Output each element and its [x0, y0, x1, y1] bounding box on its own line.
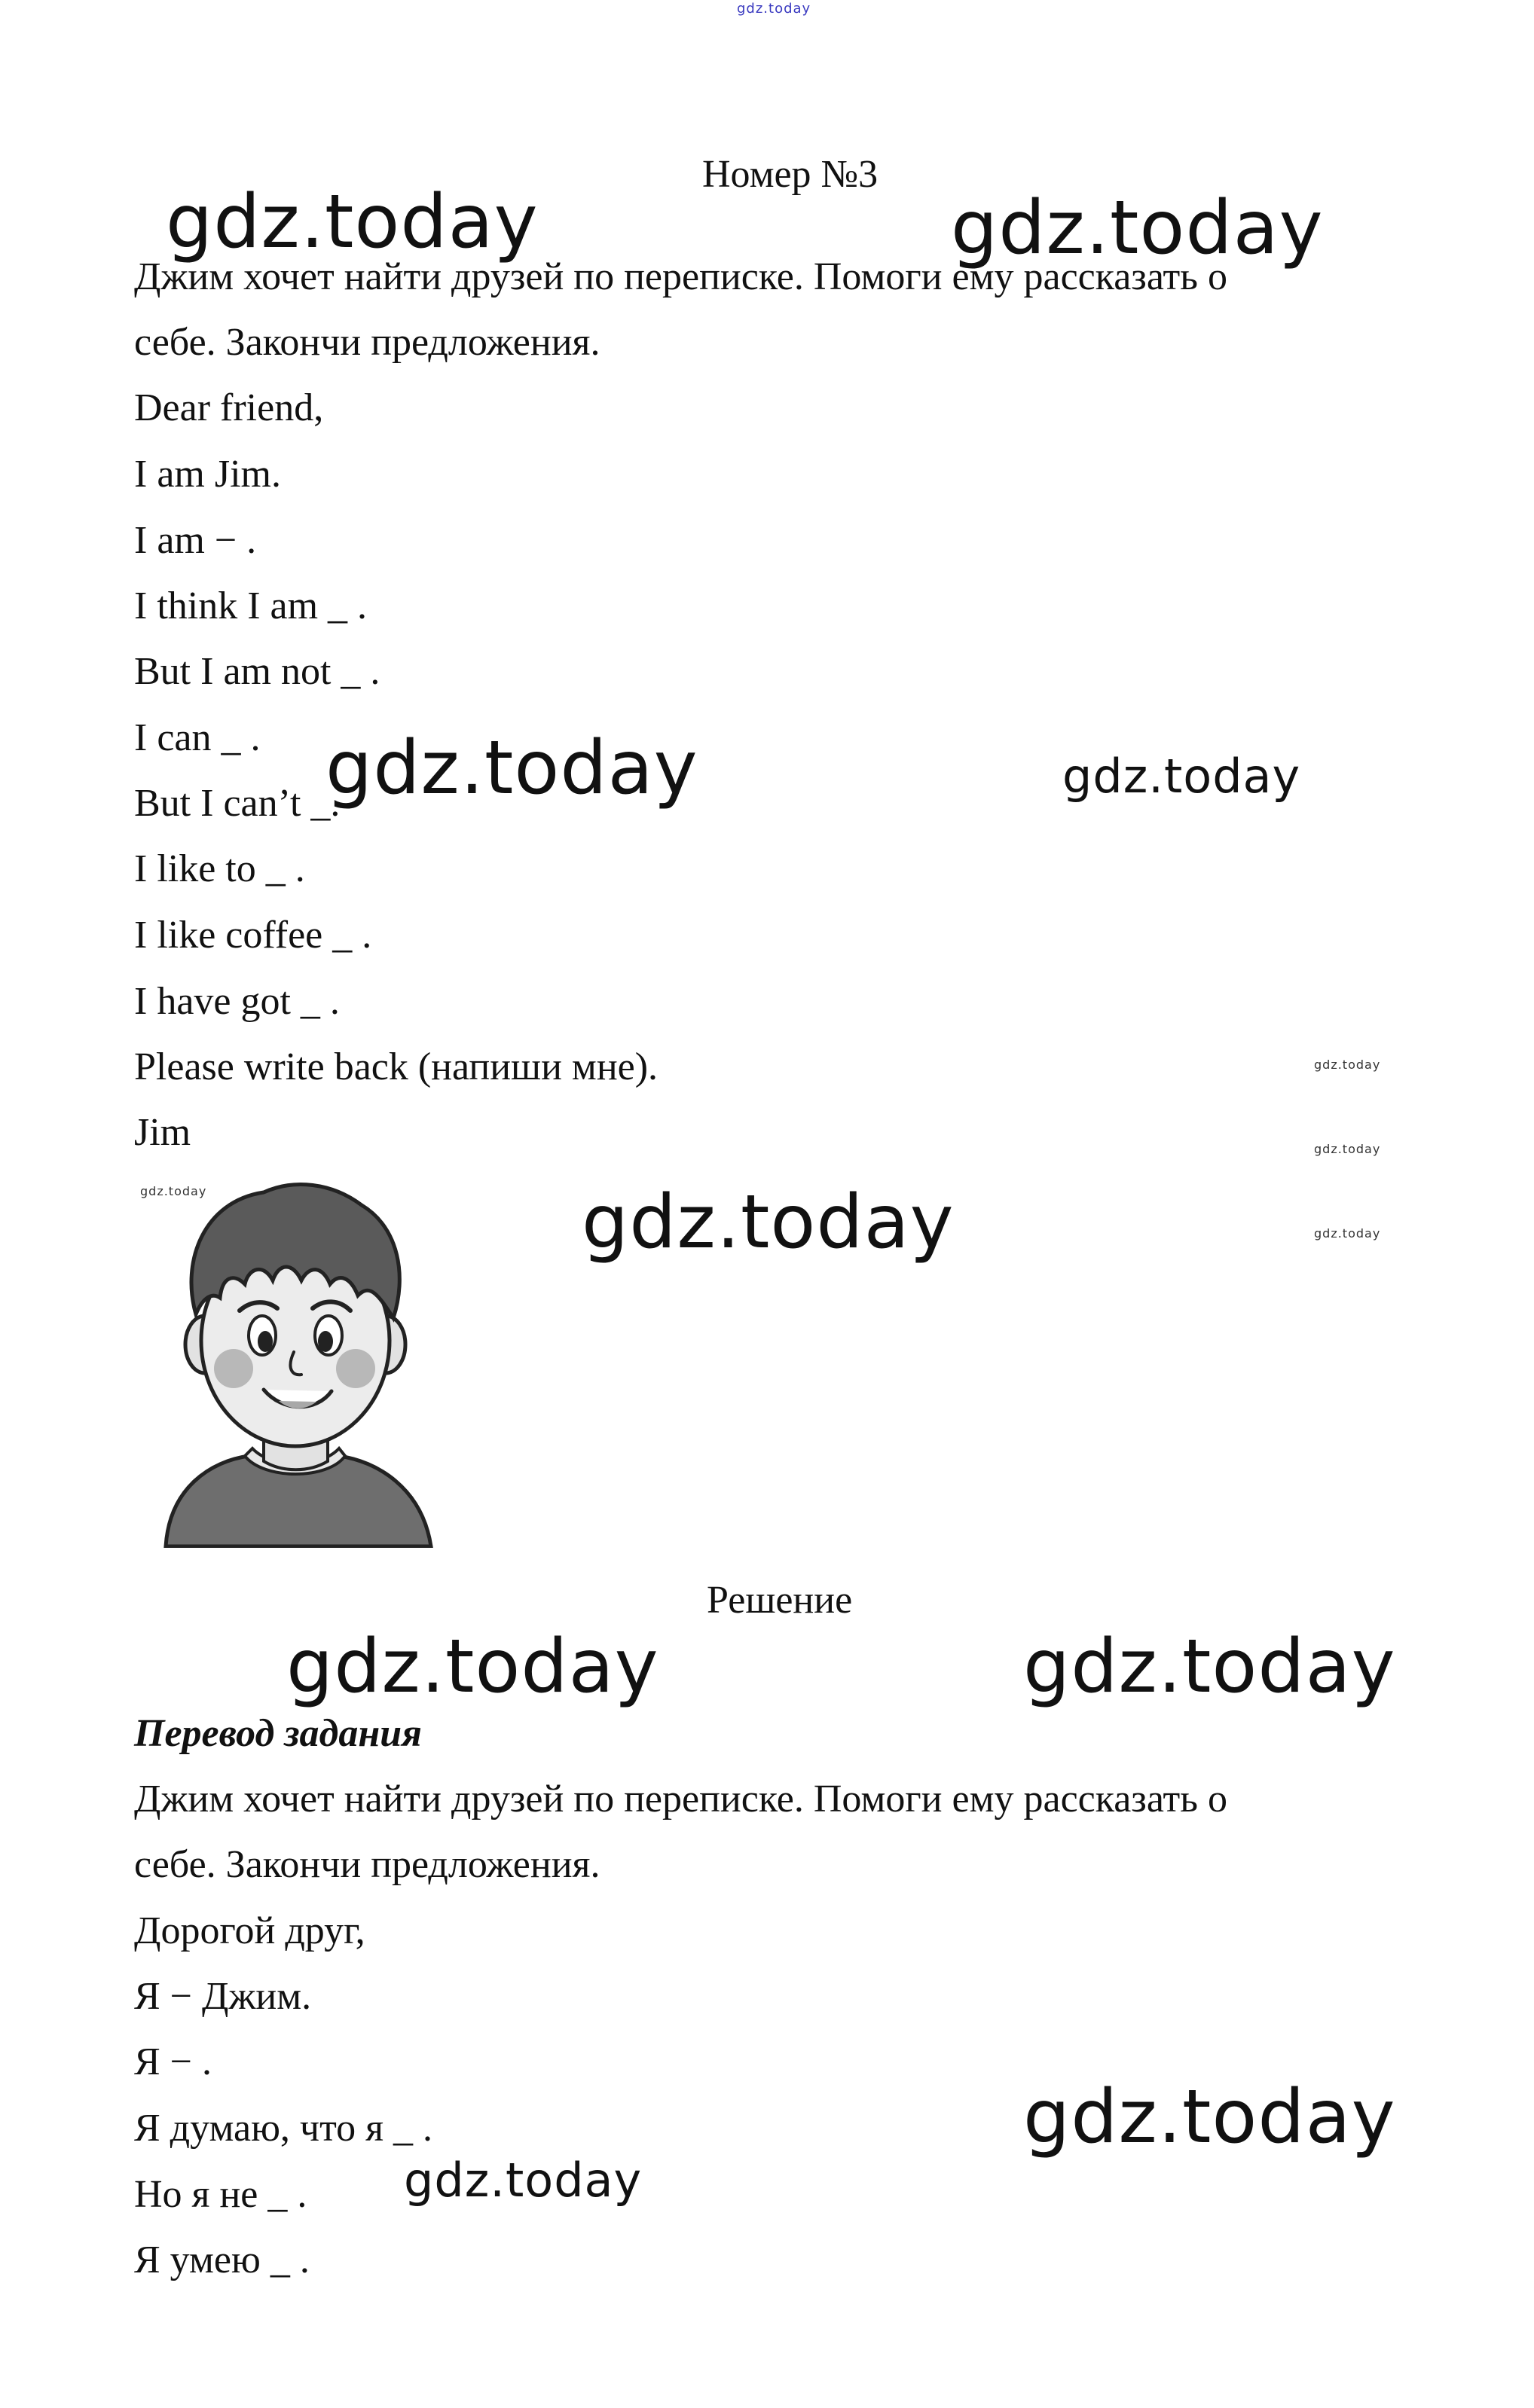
- letter-line: Please write back (напиши мне).: [134, 1045, 659, 1088]
- solution-title: Решение: [707, 1579, 853, 1622]
- watermark-small: gdz.today: [1314, 1142, 1381, 1156]
- letter-line: Jim: [134, 1111, 191, 1154]
- boy-illustration: [151, 1171, 437, 1548]
- watermark-small: gdz.today: [1314, 1226, 1381, 1241]
- translation-line: Дорогой друг,: [134, 1909, 365, 1952]
- watermark: gdz.today: [1023, 1624, 1396, 1710]
- watermark: gdz.today: [1062, 749, 1301, 804]
- translation-line: Но я не _ .: [134, 2173, 307, 2216]
- letter-line: I am − .: [134, 519, 257, 562]
- letter-line: I have got _ .: [134, 980, 340, 1023]
- watermark-small: gdz.today: [140, 1184, 207, 1198]
- letter-line: But I can’t _.: [134, 782, 341, 825]
- letter-line: Dear friend,: [134, 386, 324, 429]
- letter-line: I think I am _ .: [134, 584, 368, 627]
- watermark: gdz.today: [404, 2153, 643, 2208]
- translation-line: Я − Джим.: [134, 1975, 312, 2018]
- watermark: gdz.today: [951, 185, 1324, 271]
- letter-line: I am Jim.: [134, 453, 281, 496]
- watermark: gdz.today: [166, 179, 539, 265]
- translation-line: Я думаю, что я _ .: [134, 2107, 433, 2150]
- watermark: gdz.today: [325, 725, 698, 811]
- translation-line: Я − .: [134, 2040, 212, 2083]
- translation-line: Я умею _ .: [134, 2239, 310, 2281]
- task-title: Номер №3: [702, 153, 879, 196]
- letter-line: I can _ .: [134, 716, 261, 759]
- solution-subtitle: Перевод задания: [134, 1712, 422, 1755]
- watermark: gdz.today: [582, 1180, 955, 1265]
- task-instruction-line1: Джим хочет найти друзей по переписке. Помоги ему рассказать о: [134, 255, 1227, 298]
- watermark: gdz.today: [1023, 2074, 1396, 2160]
- watermark: gdz.today: [286, 1624, 659, 1710]
- letter-line: But I am not _ .: [134, 650, 380, 693]
- solution-instruction-line1: Джим хочет найти друзей по переписке. Помоги ему рассказать о: [134, 1778, 1227, 1820]
- task-instruction-line2: себе. Закончи предложения.: [134, 321, 600, 364]
- top-watermark: gdz.today: [737, 1, 811, 17]
- letter-line: I like to _ .: [134, 847, 305, 890]
- letter-line: I like coffee _ .: [134, 914, 372, 957]
- watermark-small: gdz.today: [1314, 1058, 1381, 1072]
- solution-instruction-line2: себе. Закончи предложения.: [134, 1843, 600, 1886]
